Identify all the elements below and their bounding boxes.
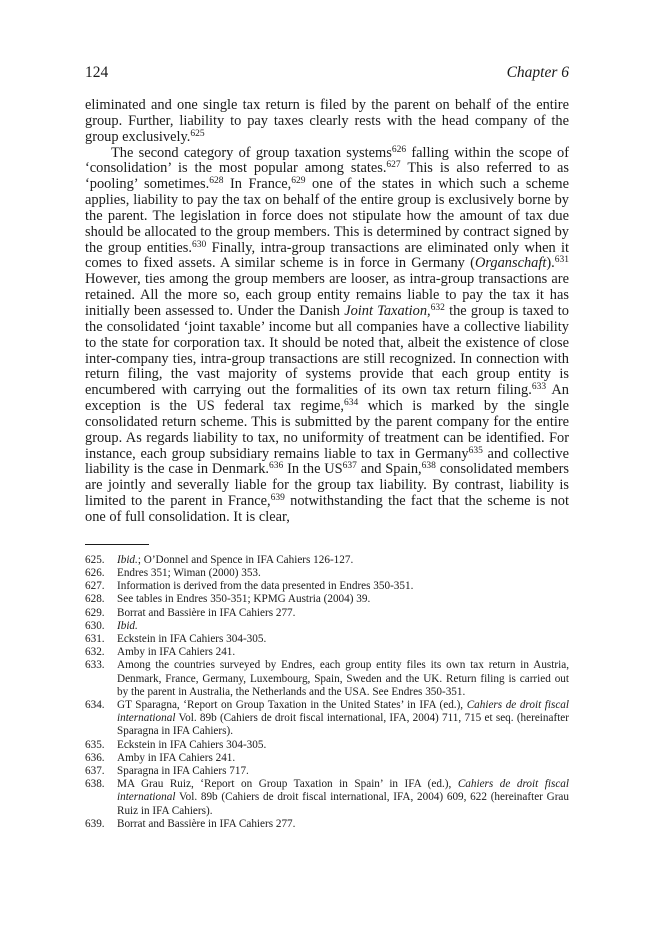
text-run: Among the countries surveyed by Endres, each group entity files its own tax return in Austria, Denmark, France, Germany, Luxembourg, Spain, Sweden and the UK. Return filing is carried out by the parent in Australia, the Netherlands and the USA. See Endres 350-351. (117, 659, 569, 698)
footnote-text (117, 818, 569, 831)
footnote-number: 627. (85, 580, 105, 593)
footnote-ref[interactable]: 629 (291, 176, 306, 187)
footnote-text (117, 554, 569, 567)
footnote-ref[interactable]: 625 (190, 128, 205, 139)
footnote (85, 593, 569, 606)
footnote-text (117, 580, 569, 593)
footnote-text (117, 739, 569, 752)
footnote-ref[interactable]: 630 (192, 239, 207, 250)
text-run: Amby in IFA Cahiers 241. (117, 751, 236, 764)
italic-text: Ibid. (117, 553, 138, 566)
footnote-ref[interactable]: 634 (344, 398, 359, 409)
main-text (85, 98, 569, 526)
footnote-ref[interactable]: 639 (270, 493, 285, 504)
footnote-text (117, 620, 569, 633)
page-number: 124 (85, 64, 109, 81)
footnote-number: 625. (85, 553, 105, 566)
text-run: Eckstein in IFA Cahiers 304-305. (117, 633, 267, 645)
text-run: and Spain, (356, 461, 422, 478)
footnote (85, 554, 569, 567)
text-run: This is also referred to as ‘pooling’ sometimes. (85, 160, 569, 193)
footnote-text (117, 567, 569, 580)
footnote (85, 699, 569, 739)
chapter-title: Chapter 6 (506, 64, 569, 81)
text-run: Eckstein in IFA Cahiers 304-305. (117, 738, 267, 751)
footnote-number: 636. (85, 751, 105, 764)
footnote-ref[interactable]: 626 (391, 144, 407, 155)
text-run: However, ties among the group members are looser, as intra-group transactions are retained. All the more so, each group entity remains liable to pay the tax it has initially been assessed to. Under the Danish (85, 271, 569, 319)
text-run: Sparagna in IFA Cahiers 717. (117, 765, 249, 778)
italic-text: Cahiers de droit fiscal international (117, 778, 570, 804)
footnote (85, 739, 569, 752)
footnote-ref[interactable]: 636 (269, 461, 284, 472)
text-run: MA Grau Ruiz, ‘Report on Group Taxation in Spain’ in IFA (ed.), (117, 778, 458, 791)
text-run: and collective liability is the case in Denmark. (85, 445, 570, 478)
footnote-text (117, 699, 569, 739)
footnote (85, 765, 569, 778)
footnote-ref[interactable]: 632 (430, 302, 445, 313)
footnote-number: 632. (85, 646, 105, 659)
text-run: consolidated members are jointly and severally liable for the group tax liability. By contrast, liability is limited to the parent in France, (85, 461, 570, 510)
footnote-text (117, 778, 569, 818)
paragraph (85, 146, 569, 526)
footnote-ref[interactable]: 637 (342, 461, 357, 472)
footnote (85, 778, 569, 818)
footnote-number: 628. (85, 593, 105, 606)
footnote (85, 752, 569, 765)
italic-text: Ibid. (117, 619, 138, 632)
text-run: notwithstanding the fact that the scheme is not one of full consolidation. It is clear, (85, 493, 569, 525)
text-run: See tables in Endres 350-351; KPMG Austria (2004) 39. (117, 593, 371, 606)
footnote-ref[interactable]: 635 (468, 445, 483, 456)
text-run: GT Sparagna, ‘Report on Group Taxation in the United States’ in IFA (ed.), (117, 699, 467, 712)
footnote-number: 629. (85, 606, 105, 619)
text-run: Endres 351; Wiman (2000) 353. (117, 566, 261, 579)
paragraph (85, 98, 569, 146)
footnote-number: 638. (85, 778, 105, 791)
text-run: Vol. 89b (Cahiers de droit fiscal international, IFA, 2004) 711, 715 et seq. (hereinafter Sparagna in IFA Cahiers). (117, 712, 569, 738)
footnote (85, 818, 569, 831)
text-run: In the US (283, 461, 343, 478)
footnote-ref[interactable]: 628 (209, 176, 224, 187)
footnote-text (117, 593, 569, 606)
footnote-text (117, 659, 569, 699)
text-run: Vol. 89b (Cahiers de droit fiscal international, IFA, 2004) 609, 622 (hereinafter Grau Ruiz in IFA Cahiers). (117, 791, 569, 817)
footnote-number: 630. (85, 619, 105, 632)
text-run: Amby in IFA Cahiers 241. (117, 646, 236, 659)
footnote (85, 580, 569, 593)
footnote (85, 633, 569, 646)
footnote-separator (85, 544, 149, 545)
footnote-ref[interactable]: 627 (386, 160, 401, 171)
footnote-number: 634. (85, 699, 105, 712)
footnote (85, 659, 569, 699)
text-run: Finally, intra-group transactions are eliminated only when it comes to fixed assets. A similar scheme is in force in Germany ( (85, 239, 570, 272)
footnote-text (117, 646, 569, 659)
footnote-text (117, 765, 569, 778)
footnote (85, 620, 569, 633)
footnote-ref[interactable]: 631 (554, 255, 569, 266)
text-run: Borrat and Bassière in IFA Cahiers 277. (117, 817, 296, 830)
text-run: Information is derived from the data presented in Endres 350-351. (117, 580, 414, 593)
text-run: The second category of group taxation systems (111, 144, 392, 161)
footnote (85, 567, 569, 580)
footnote-text (117, 752, 569, 765)
text-run: An exception is the US federal tax regime, (85, 382, 569, 415)
footnote-ref[interactable]: 638 (421, 461, 436, 472)
text-run: which is marked by the single consolidated return scheme. This is submitted by the parent company for the entire group. As regards liability to tax, no uniformity of treatment can be identified. For instance, each group subsidiary remains liable to tax in Germany (85, 398, 569, 462)
italic-text: Joint Taxation (344, 302, 428, 319)
footnote (85, 607, 569, 620)
footnote-number: 637. (85, 765, 105, 778)
italic-text: Organschaft (474, 255, 547, 272)
footnote-number: 631. (85, 633, 105, 645)
footnote-number: 626. (85, 566, 105, 579)
footnote-ref[interactable]: 633 (531, 382, 547, 393)
text-run: ). (546, 255, 555, 272)
text-run: In France, (223, 176, 292, 193)
footnote-number: 639. (85, 817, 105, 830)
footnote-number: 635. (85, 738, 105, 751)
book-page (85, 64, 569, 831)
footnote-text (117, 633, 569, 646)
text-run: falling within the scope of ‘consolidation’ is the most popular among states. (85, 144, 569, 177)
text-run: the group is taxed to the consolidated ‘joint taxable’ income but all companies have a collective liability to the state for corporation tax. It should be noted that, albeit the existence of close inter-company ties, intra-group transactions are still recognized. In connection with return filing, the vast majority of systems provide that each group entity is encumbered with carrying out the formalities of its own tax return filing. (85, 302, 569, 399)
footnotes (85, 554, 569, 831)
italic-text: Cahiers de droit fiscal international (117, 699, 569, 725)
footnote (85, 646, 569, 659)
text-run: eliminated and one single tax return is filed by the parent on behalf of the entire group. Further, liability to pay taxes clearly rests with the head company of the group exclusively. (85, 97, 569, 145)
text-run: one of the states in which such a scheme applies, liability to pay the tax on behalf of the entire group is exclusively borne by the parent. The legislation in force does not stipulate how the amount of tax due should be allocated to the group members. This is determined by contract signed by the group entities. (85, 176, 569, 256)
running-header (85, 64, 569, 88)
text-run: ; O’Donnel and Spence in IFA Cahiers 126-127. (137, 553, 354, 566)
footnote-number: 633. (85, 659, 105, 672)
footnote-text (117, 607, 569, 620)
text-run: , (427, 302, 431, 319)
text-run: Borrat and Bassière in IFA Cahiers 277. (117, 606, 296, 619)
